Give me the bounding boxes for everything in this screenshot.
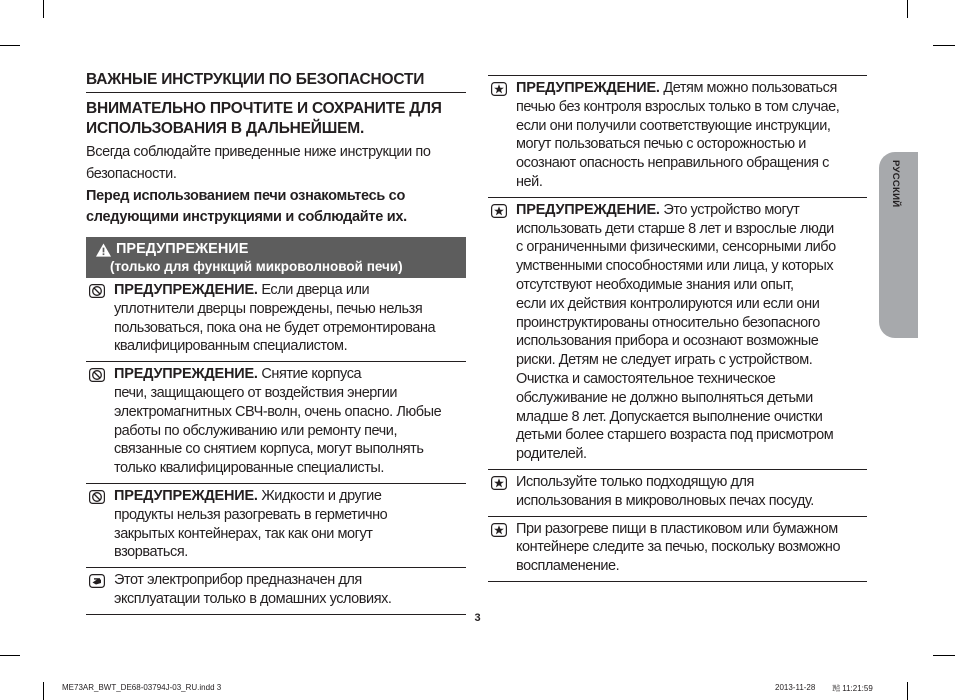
item-line: Этот электроприбор предназначен для: [114, 572, 362, 589]
item-line: ПРЕДУПРЕЖДЕНИЕ. Детям можно пользоваться: [516, 80, 837, 96]
right-column: [488, 75, 867, 582]
hand-icon: [89, 574, 105, 588]
warning-triangle-icon: [96, 243, 111, 257]
safety-item: [488, 198, 867, 470]
item-line: детьми более старшего возраста под присмотром: [516, 427, 834, 444]
prohibition-icon: [89, 284, 105, 298]
page-number: 3: [474, 612, 481, 624]
star-icon: [491, 204, 507, 218]
item-line: квалифицированным специалистом.: [114, 338, 348, 355]
prohibition-icon: [89, 490, 105, 504]
item-line: отсутствуют необходимые знания или опыт,: [516, 276, 794, 293]
language-tab-label: РУССКИЙ: [890, 160, 901, 208]
item-line: эксплуатации только в домашних условиях.: [114, 590, 392, 607]
crop-mark: [43, 682, 44, 700]
star-icon: [491, 523, 507, 537]
item-line: печью без контроля взрослых только в том случае,: [516, 98, 840, 115]
item-line: взорваться.: [114, 544, 188, 561]
safety-item: [86, 484, 466, 568]
safety-item: [488, 75, 867, 198]
safety-item: [86, 362, 466, 484]
item-line: электромагнитных СВЧ-волн, очень опасно. Любые: [114, 403, 442, 420]
crop-mark: [43, 0, 44, 18]
instruction-line: Перед использованием печи ознакомьтесь со: [86, 188, 406, 204]
crop-mark: [907, 0, 908, 18]
item-line: ней.: [516, 173, 543, 190]
item-line: Очистка и самостоятельное техническое: [516, 370, 776, 387]
safety-item: [488, 517, 867, 582]
item-line: родителей.: [516, 446, 587, 463]
item-line: осознают опасность неправильного обращения с: [516, 155, 829, 172]
left-column: [86, 68, 466, 615]
warning-label: ПРЕДУПРЕЖДЕНИЕ.: [114, 487, 258, 504]
item-line: риски. Детям не следует играть с устройством.: [516, 352, 813, 369]
intro-line: Всегда соблюдайте приведенные ниже инструкции по: [86, 144, 431, 160]
item-line: ПРЕДУПРЕЖДЕНИЕ. Если дверца или: [114, 282, 370, 298]
warning-title: ПРЕДУПРЕЖЕНИЕ: [116, 241, 249, 257]
section-title: ВАЖНЫЕ ИНСТРУКЦИИ ПО БЕЗОПАСНОСТИ: [86, 68, 466, 93]
footer-date: 2013-11-28: [775, 683, 816, 692]
instruction-line: следующими инструкциями и соблюдайте их.: [86, 209, 407, 225]
item-line: ПРЕДУПРЕЖДЕНИЕ. Снятие корпуса: [114, 366, 362, 383]
crop-mark: [0, 45, 20, 46]
warning-label: ПРЕДУПРЕЖДЕНИЕ.: [114, 366, 258, 383]
warning-box: [86, 237, 466, 278]
safety-item: [86, 568, 466, 615]
item-line: ПРЕДУПРЕЖДЕНИЕ. Это устройство могут: [516, 201, 800, 218]
item-line: младше 8 лет. Допускается выполнение очистки: [516, 408, 823, 425]
safety-item: [488, 470, 867, 517]
footer-filename: ME73AR_BWT_DE68-03794J-03_RU.indd 3: [62, 683, 222, 692]
crop-mark: [933, 655, 955, 656]
item-line: использования в микроволновых печах посуду.: [516, 492, 814, 509]
item-line: продукты нельзя разогревать в герметично: [114, 506, 388, 523]
crop-mark: [933, 45, 955, 46]
item-line: использования прибора и осознают возможные: [516, 333, 819, 350]
section-subtitle: [86, 99, 466, 139]
intro-paragraph: [86, 141, 466, 185]
item-line: использовать дети старше 8 лет и взрослые люди: [516, 220, 834, 237]
item-line: При разогреве пищи в пластиковом или бумажном: [516, 520, 838, 537]
item-line: связанные со снятием корпуса, могут выполнять: [114, 441, 424, 458]
item-line: Используйте только подходящую для: [516, 473, 754, 490]
star-icon: [491, 82, 507, 96]
crop-mark: [907, 682, 908, 700]
star-icon: [491, 476, 507, 490]
safety-item: [86, 278, 466, 362]
item-line: обслуживание не должно выполняться детьми: [516, 389, 813, 406]
item-line: контейнере следите за печью, поскольку возможно: [516, 539, 841, 556]
intro-line: безопасности.: [86, 166, 177, 182]
item-line: работы по обслуживанию или ремонту печи,: [114, 422, 398, 439]
item-line: пользоваться, пока она не будет отремонтирована: [114, 319, 436, 336]
item-line: воспламенение.: [516, 558, 620, 575]
item-line: с ограниченными физическими, сенсорными либо: [516, 239, 836, 256]
subtitle-line: ВНИМАТЕЛЬНО ПРОЧТИТЕ И СОХРАНИТЕ ДЛЯ: [86, 100, 442, 117]
warning-subtitle: (только для функций микроволновой печи): [110, 259, 403, 274]
item-line: только квалифицированные специалисты.: [114, 460, 384, 477]
prohibition-icon: [89, 368, 105, 382]
crop-mark: [0, 655, 20, 656]
item-line: проинструктированы относительно безопасного: [516, 314, 820, 331]
item-line: если их действия контролируются или если они: [516, 295, 820, 312]
item-line: если они получили соответствующие инструкции,: [516, 117, 831, 134]
item-line: печи, защищающего от воздействия энергии: [114, 384, 398, 401]
item-line: ПРЕДУПРЕЖДЕНИЕ. Жидкости и другие: [114, 487, 382, 504]
warning-label: ПРЕДУПРЕЖДЕНИЕ.: [114, 282, 258, 298]
item-line: уплотнители дверцы повреждены, печью нельзя: [114, 300, 423, 317]
item-line: закрытых контейнерах, так как они могут: [114, 525, 373, 542]
warning-title-row: [96, 241, 458, 258]
warning-label: ПРЕДУПРЕЖДЕНИЕ.: [516, 80, 660, 96]
warning-label: ПРЕДУПРЕЖДЕНИЕ.: [516, 201, 660, 218]
item-line: могут пользоваться печью с осторожностью и: [516, 136, 806, 153]
footer-time: ㍫ 11:21:59: [832, 684, 873, 693]
subtitle-line: ИСПОЛЬЗОВАНИЯ В ДАЛЬНЕЙШЕМ.: [86, 120, 365, 137]
instruction-paragraph: [86, 186, 466, 228]
item-line: умственными способностями или лица, у которых: [516, 258, 834, 275]
